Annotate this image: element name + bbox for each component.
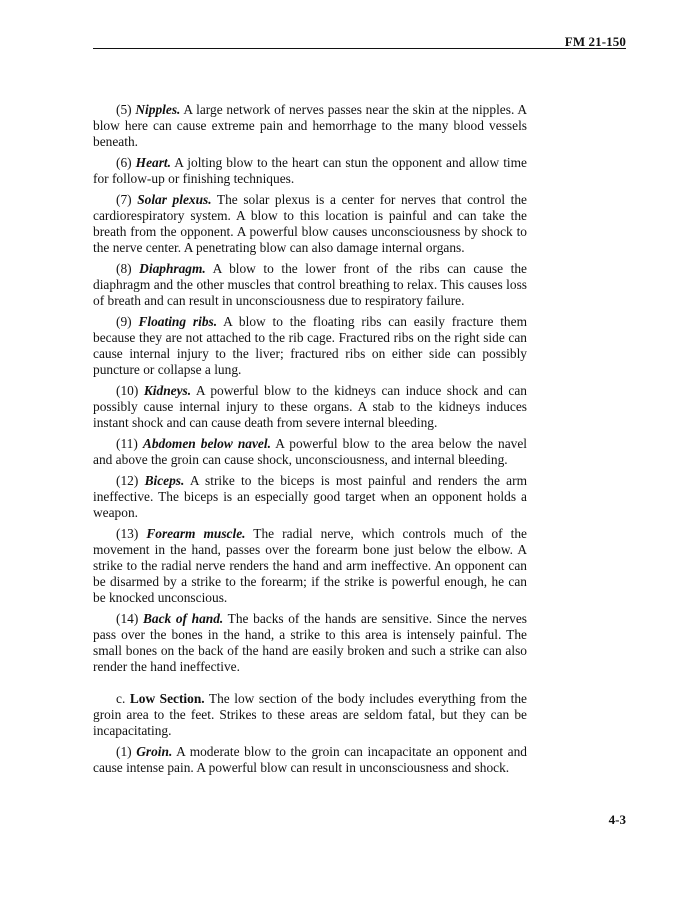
item-text: A powerful blow to the kidneys can induce shock and can possibly cause internal injury to these organs. A stab to the kidneys induces instant shock and can cause death from severe internal bleeding. [93,383,527,430]
item-heading: Nipples. [135,102,181,117]
item-number: (6) [116,155,136,170]
paragraph-low-section [93,691,527,739]
item-number: (7) [116,192,138,207]
page-number: 4-3 [608,812,626,827]
item-heading: Diaphragm. [139,261,206,276]
item-text: A strike to the biceps is most painful and renders the arm ineffective. The biceps is an especially good target when an opponent holds a weapon. [93,473,527,520]
item-text: A blow to the lower front of the ribs can cause the diaphragm and the other muscles that control breathing to relax. This causes loss of breath and can result in unconsciousness due to respiratory failure. [93,261,527,308]
paragraph-back-of-hand [93,611,527,675]
paragraph-kidneys [93,383,527,431]
item-heading: Biceps. [144,473,185,488]
item-heading: Solar plexus. [137,192,212,207]
paragraph-biceps [93,473,527,521]
header-rule [93,48,626,49]
item-text: A blow to the floating ribs can easily fracture them because they are not attached to the rib cage. Fractured ribs on the right side can cause internal injury to the liver; fractured ribs on either side can possibly puncture or collapse a lung. [93,314,527,377]
paragraph-diaphragm [93,261,527,309]
paragraph-abdomen [93,436,527,468]
item-number: (13) [116,526,147,541]
paragraph-nipples [93,102,527,150]
item-text: A powerful blow to the area below the navel and above the groin can cause shock, unconsciousness, and internal bleeding. [93,436,527,467]
item-heading: Groin. [136,744,173,759]
section-letter: c. [116,691,130,706]
item-number: (5) [116,102,136,117]
section-gap [93,680,527,691]
section-text: The low section of the body includes everything from the groin area to the feet. Strikes to these areas are seldom fatal, but they can be incapacitating. [93,691,527,738]
body-text [93,102,527,781]
item-text: The solar plexus is a center for nerves that control the cardiorespiratory system. A blow to this location is painful and can take the breath from the opponent. A powerful blow causes unconsciousness by shock to the nerve center. A penetrating blow can also damage internal organs. [93,192,527,255]
paragraph-forearm [93,526,527,606]
item-number: (10) [116,383,144,398]
item-text: The backs of the hands are sensitive. Since the nerves pass over the bones in the hand, a strike to this area is intensely painful. The small bones on the back of the hand are easily broken and such a strike can also render the hand ineffective. [93,611,528,674]
item-number: (9) [116,314,139,329]
paragraph-groin [93,744,527,776]
item-heading: Heart. [135,155,171,170]
item-text: A large network of nerves passes near the skin at the nipples. A blow here can cause extreme pain and hemorrhage to the many blood vessels beneath. [93,102,527,149]
item-number: (8) [116,261,140,276]
item-number: (11) [116,436,143,451]
item-heading: Abdomen below navel. [142,436,271,451]
item-number: (1) [116,744,137,759]
document-code: FM 21-150 [564,34,626,49]
section-heading: Low Section. [129,691,205,706]
item-heading: Kidneys. [143,383,192,398]
item-heading: Forearm muscle. [146,526,246,541]
item-heading: Floating ribs. [138,314,218,329]
item-text: The radial nerve, which controls much of the movement in the hand, passes over the forearm bone just below the elbow. A strike to the radial nerve renders the hand and arm ineffective. An opponent can be disarmed by a strike to the forearm; if the strike is powerful enough, he can be knocked unconscious. [93,526,527,605]
item-number: (14) [116,611,143,626]
paragraph-floating-ribs [93,314,527,378]
paragraph-heart [93,155,527,187]
item-number: (12) [116,473,145,488]
item-text: A jolting blow to the heart can stun the opponent and allow time for follow-up or finishing techniques. [93,155,527,186]
paragraph-solar-plexus [93,192,527,256]
item-heading: Back of hand. [142,611,224,626]
item-text: A moderate blow to the groin can incapacitate an opponent and cause intense pain. A powerful blow can result in unconsciousness and shock. [93,744,527,775]
